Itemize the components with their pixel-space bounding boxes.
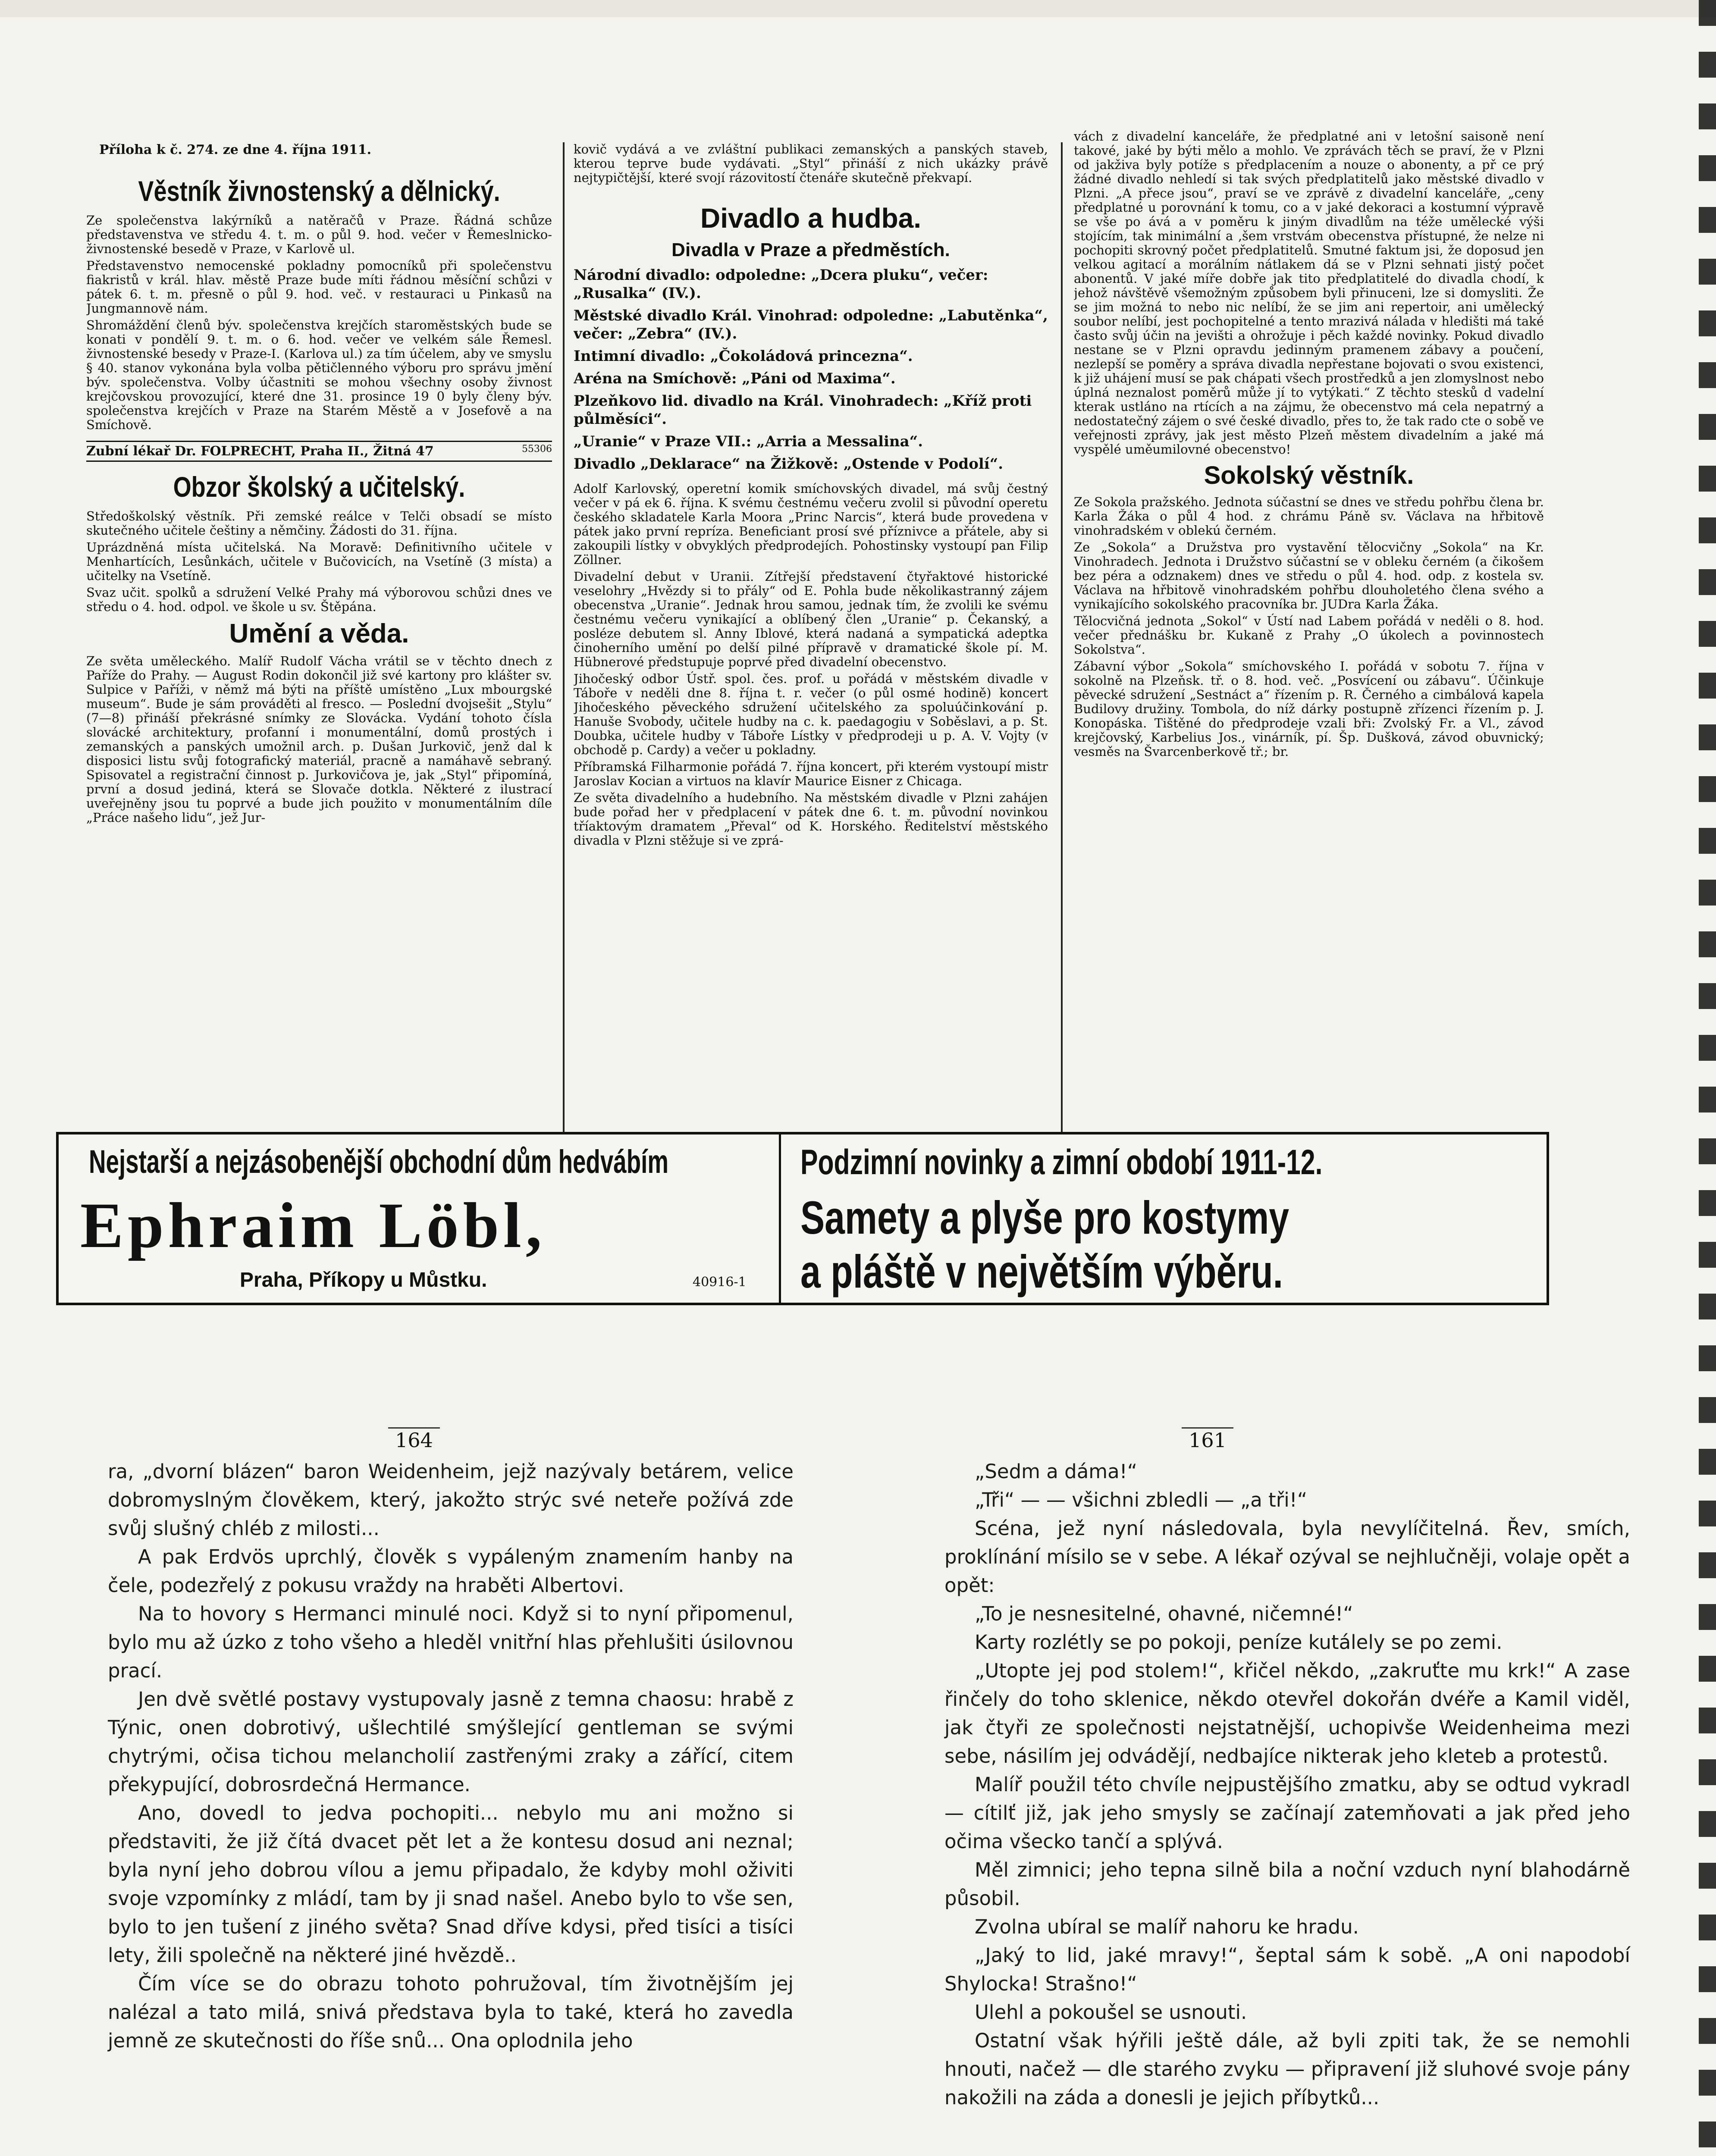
book-paragraph: ra, „dvorní blázen“ baron Weidenheim, jejž nazývaly betárem, velice dobromyslným člověkem, který, jakožto strýc své neteře požívá zde svůj slušný chléb z milosti... (108, 1460, 794, 1540)
column-rule (563, 142, 565, 1134)
book-paragraph: Karty rozlétly se po pokoji, peníze kutálely se po zemi. (975, 1631, 1503, 1654)
article-paragraph: Tělocvičná jednota „Sokol“ v Ústí nad Labem pořádá v neděli o 8. hod. večer přednášku br. Kukaně z Prahy „O úkolech a povinnostech Sokolstva“. (1074, 614, 1544, 657)
advert-headline-2: a pláště v největším výběru. (800, 1245, 1283, 1297)
article-paragraph: Zábavní výbor „Sokola“ smíchovského I. pořádá v sobotu 7. října v sokolně na Plzeňsk. tř. o 8. hod. več. „Posvícení ou zábavu“. Účinkuje pěvecké sdružení „Sestnáct a“ řízením p. R. Černého a cimbálová kapela Budilovy družiny. Tombola, do níž dárky postupně zřízenci řízením p. J. Konopáska. Tištěné do předprodeje vzali bři: Zvolský Fr. a Vl., závod krejčovský, Karbelius Jos., vinárník, pí. Šp. Dušková, závod obuvnický; vesměs na Švarcenberkově tř.; br. (1074, 659, 1544, 759)
article-paragraph: Ze společenstva lakýrníků a natěračů v Praze. Řádná schůze představenstva ve středu 4. t. m. o půl 9. hod. večer v Řemeslnicko-živnostenské besedě v Praze, v Karlově ul. (86, 213, 552, 256)
article-paragraph: Ze světa divadelního a hudebního. Na městském divadle v Plzni zahájen bude pořad her v předplacení v pátek dne 6. t. m. původní novinkou tříaktovým dramatem „Převal“ od K. Horského. Ředitelství městského divadla v Plzni stěžuje si ve zprá- (574, 790, 1048, 848)
book-page-right (944, 1457, 1630, 2156)
article-paragraph: Ze „Sokola“ a Družstva pro vystavění tělocvičny „Sokola“ na Kr. Vinohradech. Jednota i Družstvo súčastní se v obleku černém (a čikošem bez péra a odznakem) dnes ve středu o půl 4. hod. odp. z kostela sv. Václava na hřbitově vinohradském pohřbu dlouholetého člena svého a vynikajícího sokolského pracovníka br. JUDra Karla Žáka. (1074, 540, 1544, 611)
book-page-left (108, 1457, 794, 2156)
advert-company-name: Ephraim Löbl, (80, 1190, 546, 1261)
doctor-line: Zubní lékař Dr. FOLPRECHT, Praha II., Žitná 47 (86, 444, 434, 459)
book-paragraph: Na to hovory s Hermanci minulé noci. Když si to nyní připomenul, bylo mu až úzko z toho všeho a hleděl vnitřní hlas přehlušiti úsilovnou prací. (108, 1602, 794, 1682)
theatre-listing: Městské divadlo Král. Vinohrad: odpoledne: „Labutěnka“, večer: „Zebra“ (IV.). (574, 307, 1048, 342)
book-paragraph: Jen dvě světlé postavy vystupovaly jasně z temna chaosu: hrabě z Týnic, onen dobrotivý, ušlechtilé smýšlející gentleman se svými chytrými, očisa tichou melancholií zastřenými zraky a zářící, citem překypující, dobrosrdečná Hermance. (108, 1688, 794, 1796)
article-paragraph: vách z divadelní kanceláře, že předplatné ani v letošní saisoně není takové, jaké by býti mělo a mohlo. Ve zprávách těch se praví, že v Plzni od jakživa byly potíže s předplacením a nouze o abonenty, a př ce prý žádné divadlo nehledí si tak svých předplatitelů jako městské divadlo v Plzni. „A přece jsou“, praví se ve zprávě z divadelní kanceláře, „ceny předplatné u porovnání k tomu, co a v jaké dekoraci a kostumní výpravě se vše po ává a v poměru k jiným divadlům na téže umělecké výši stojícím, tak minimální a ‚šem vrstvám obecenstva přístupné, že nelze ni pochopiti skrovný počet předplatitelů. Smutné faktum jsi, že doposud jen velkou agitací a morálním nátlakem dá se v Plzni sehnati jistý počet abonentů. V jaké míře dobře jak tito předplatitelé do divadla chodí, k jehož návštěvě všemožným způsobem byli přinuceni, lze si domysliti. Že se jim možná to nebo nic nelíbí, že se jim ani repertoir, ani umělecký soubor nelíbí, jest pochopitelné a tento mrazivá nálada v hledišti má také často svůj účin na jevišti a ohrožuje i pěch každé novinky. Pokud divadlo nestane se v Plzni opravdu jedinným pramenem zábavy a poučení, nezlepší se poměry a správa divadla nepřestane bojovati o svou existenci, k již uhájení musí se pak chápati všech prostředků a jen zlomyslnost nebo úplná neznalost poměrů může jí to vytýkati.“ Z těchto stesků d vadelní kterak ustláno na rtících a na zájmu, že obecenstvo má cela nepatrný a nedostatečný zájem o své české divadlo, přes to, že tak rado cte o sobě ve veřejnosti zprávy, jak jest město Plzeň městem divadelním a jaké má vyspělé uměumilovné obecenstvo! (1074, 129, 1544, 457)
advert-left-panel (59, 1134, 781, 1303)
article-paragraph: Ze Sokola pražského. Jednota súčastní se dnes ve středu pohřbu člena br. Karla Žáka o půl 4 hod. z chrámu Páně sv. Václava na hřbitově vinohradském v oblekú černém. (1074, 495, 1544, 538)
article-paragraph: Představenstvo nemocenské pokladny pomocníků při společenstvu fiakristů v král. hlav. městě Praze bude míti řádnou měsíční schůzi v pátek 6. t. m. přesně o půl 9. hod. več. v restauraci u Pinkasů na Jungmannově nám. (86, 258, 552, 316)
section-title-art: Umění a věda. (229, 619, 409, 649)
left-page-number: 164 (388, 1427, 440, 1452)
book-paragraph: Scéna, jež nyní následovala, byla nevylíčitelná. Řev, smích, proklínání mísilo se v sebe. A lékař ozýval se nejhlučněji, volaje opět a opět: (944, 1517, 1630, 1597)
page-top-edge (0, 0, 1716, 17)
article-paragraph: Shromáždění členů býv. společenstva krejčích staroměstských bude se konati v pondělí 9. t. m. o 6. hod. večer ve velkém sále Řemesl. živnostenské besedy v Praze-I. (Karlova ul.) za tím účelem, aby ve smyslu § 40. stanov vykonána byla volba pětičlenného výboru pro správu jmění býv. společenstva. Volby účastniti se mohou všechny osoby živnost krejčovskou provozující, které dne 31. prosince 19 0 byly členy býv. společenstva krejčích v Praze na Starém Městě a v Josefově a na Smíchově. (86, 318, 552, 432)
book-paragraph: Měl zimnici; jeho tepna silně bila a noční vzduch nyní blahodárně působil. (944, 1858, 1630, 1910)
newspaper-column-3 (1074, 125, 1544, 1134)
advert-season: Podzimní novinky a zimní období 1911-12. (800, 1143, 1323, 1182)
book-paragraph: A pak Erdvös uprchlý, člověk s vypáleným znamením hanby na čele, podezřelý z pokusu vraždy na hraběti Albertovi. (108, 1545, 794, 1597)
article-paragraph: Divadelní debut v Uranii. Zítřejší představení čtyřaktové historické veselohry „Hvězdy si to přály“ od E. Pohla bude několikastranný zájem obecenstva „Uranie“. Jednak hrou samou, jednak tím, že zvolili ke svému čestnému večeru vynikající a oblíbený člen „Uranie“ p. Čekanský, a posléze debutem sl. Anny Iblové, která nadaná a sympatická adeptka činoherního umění po delší pilné přípravě v dramatické škole pí. M. Hübnerové předstupuje poprvé před divadelní obecenstvo. (574, 569, 1048, 669)
newspaper-column-1 (86, 125, 552, 1134)
section-title-sokol: Sokolský věstník. (1204, 461, 1414, 489)
article-paragraph: Ze světa uměleckého. Malíř Rudolf Vácha vrátil se v těchto dnech z Paříže do Prahy. — August Rodin dokončil již své kartony pro klášter sv. Sulpice v Paříži, v němž má býti na příště umístěno „Lux mbourgské museum“. Bude je sám prováděti al fresco. — Poslední dvojsešit „Stylu“ (7—8) přináší překrásné snímky ze Slovácka. Vydání tohoto čísla slovácké architektury, profanní i monumentální, domů prostých i zemanských a panských umožnil arch. p. Dušan Jurkovič, jenž dal k disposici listu svůj fotografický materiál, pracně a namáhavě sebraný. Spisovatel a registrační činnost p. Jurkovičova je, jak „Styl“ připomíná, první a dosud jediná, která se Slovače dotkla. Některé z ilustrací uveřejněny jsou tu poprvé a bude jich použito v monumentálním díle „Práce našeho lidu“, jež Jur- (86, 654, 552, 825)
article-paragraph: Jihočeský odbor Ústř. spol. čes. prof. u pořádá v městském divadle v Táboře v neděli dne 8. října t. r. večer (o půl osmé hodině) koncert Jihočeského pěveckého sdružení učitelského za spoluúčinkování p. Hanuše Svobody, učitele hudby na c. k. paedagogiu v Soběslavi, a p. St. Doubka, učitele hudby v Táboře Lístky v předprodeji u p. A. V. Vojty (v obchodě p. Cardy) a večer u pokladny. (574, 671, 1048, 757)
theatre-listing: Plzeňkovo lid. divadlo na Král. Vinohradech: „Kříž proti půlměsíci“. (574, 392, 1032, 428)
book-paragraph: Malíř použil této chvíle nejpustějšího zmatku, aby se odtud vykradl — cítilť již, jak jeho smysly se začínají zatemňovati a jak před jeho očima všecko tančí a splývá. (944, 1773, 1630, 1853)
right-page-number: 161 (1182, 1427, 1233, 1452)
theatre-listing: Aréna na Smíchově: „Páni od Maxima“. (574, 370, 896, 387)
subsection-title-theatres: Divadla v Praze a předměstích. (671, 239, 950, 260)
book-paragraph: „Tři“ — — všichni zbledli — „a tři!“ (975, 1489, 1308, 1511)
column-rule (1061, 142, 1063, 1134)
book-paragraph: Ostatní však hýřili ještě dále, až byli zpiti tak, že se nemohli hnouti, načež — dle starého zvyku — připravení již sluhové svoje pány nakožili na záda a donesli je jejich příbytků... (944, 2029, 1630, 2109)
advert-address: Praha, Příkopy u Můstku. (240, 1269, 487, 1291)
theatre-listing: Intimní divadlo: „Čokoládová princezna“. (574, 348, 913, 365)
advert-tagline: Nejstarší a nejzásobenější obchodní dům hedvábím (89, 1144, 669, 1180)
theatre-listing: Národní divadlo: odpoledne: „Dcera pluku“, večer: „Rusalka“ (IV.). (574, 266, 988, 302)
film-edge-marks (1699, 0, 1716, 2156)
article-paragraph: Příbramská Filharmonie pořádá 7. října koncert, při kterém vystoupí mistr Jaroslav Kocian a virtuos na klavír Maurice Eisner z Chicaga. (574, 759, 1048, 788)
book-paragraph: Ulehl a pokoušel se usnouti. (975, 2001, 1247, 2024)
masthead: Příloha k č. 274. ze dne 4. října 1911. (99, 142, 372, 157)
book-paragraph: „Utopte jej pod stolem!“, křičel někdo, „zakruťte mu krk!“ A zase řinčely do toho sklenice, někdo otevřel dokořán dvéře a Kamil viděl, jak čtyři ze společnosti nejstatnější, uchopivše Weidenheima mezi sebe, násilím jej odvádějí, nedbajíce nikterak jeho kleteb a protestů. (944, 1659, 1630, 1767)
article-paragraph: Adolf Karlovský, operetní komik smíchovských divadel, má svůj čestný večer v pá ek 6. října. K svému čestnému večeru zvolil si původní operetu českého skladatele Karla Moora „Princ Narcis“, která bude provedena v pátek jako první repríza. Beneficiant prosí své příznivce a přátele, aby si zakoupili lístky v obvyklých předprodejích. Pohostinsky vystoupí pan Filip Zöllner. (574, 481, 1048, 567)
article-paragraph: kovič vydává a ve zvláštní publikaci zemanských a panských staveb, kterou teprve bude vydávati. „Styl“ přináší z nich ukázky právě nejtypičtější, které svojí rázovitostí čtenáře skutečně překvapí. (574, 142, 1048, 185)
article-paragraph: Svaz učit. spolků a sdružení Velké Prahy má výborovou schůzi dnes ve středu o 4. hod. odpol. ve škole u sv. Štěpána. (86, 585, 552, 614)
advert-code: 40916-1 (693, 1275, 747, 1290)
book-paragraph: „To je nesnesitelné, ohavné, ničemné!“ (975, 1602, 1353, 1625)
doctor-code: 55306 (522, 444, 552, 454)
book-paragraph: „Sedm a dáma!“ (975, 1460, 1138, 1483)
newspaper-section (86, 125, 1544, 1134)
section-title-theatre: Divadlo a hudba. (700, 203, 922, 234)
book-paragraph: Zvolna ubíral se malíř nahoru ke hradu. (975, 1915, 1359, 1938)
article-paragraph: Středoškolský věstník. Při zemské reálce v Telči obsadí se místo skutečného učitele češtiny a němčiny. Žádosti do 31. října. (86, 509, 552, 538)
newspaper-column-2 (574, 125, 1048, 1134)
silk-shop-advertisement (56, 1132, 1549, 1305)
article-paragraph: Uprázdněná místa učitelská. Na Moravě: Definitivního učitele v Menhartících, Lesůnkách, učitele v Bučovicích, na Vsetíně (3 místa) a učitelky na Vsetíně. (86, 540, 552, 583)
book-paragraph: Čím více se do obrazu tohoto pohružoval, tím životnějším jej nalézal a tato milá, snivá představa byla to také, která ho zavedla jemně ze skutečnosti do říše snů... Ona oplodnila jeho (108, 1972, 794, 2052)
theatre-listing: Divadlo „Deklarace“ na Žižkově: „Ostende v Podolí“. (574, 455, 1004, 473)
book-paragraph: Ano, dovedl to jedva pochopiti... nebylo mu ani možno si představiti, že již čítá dvacet pět let a že kontesu dosud ani neznal; byla nyní jeho dobrou vílou a jemu připadalo, že kdyby mohl oživiti svoje vzpomínky z mládí, tam by ji snad našel. Anebo bylo to vše sen, bylo to jen tušení z jiného světa? Snad dříve kdysi, před tisíci a tisíci lety, žili společně na některé jiné hvězdě.. (108, 1802, 794, 1967)
section-title-trades: Věstník živnostenský a dělnický. (138, 175, 500, 207)
advert-headline-1: Samety a plyše pro kostymy (800, 1191, 1289, 1244)
doctor-advert (86, 441, 552, 462)
book-paragraph: „Jaký to lid, jaké mravy!“, šeptal sám k sobě. „A oni napodobí Shylocka! Strašno!“ (944, 1944, 1630, 1995)
theatre-listing: „Uranie“ v Praze VII.: „Arria a Messalina“. (574, 433, 923, 450)
section-title-school: Obzor školský a učitelský. (173, 471, 465, 503)
